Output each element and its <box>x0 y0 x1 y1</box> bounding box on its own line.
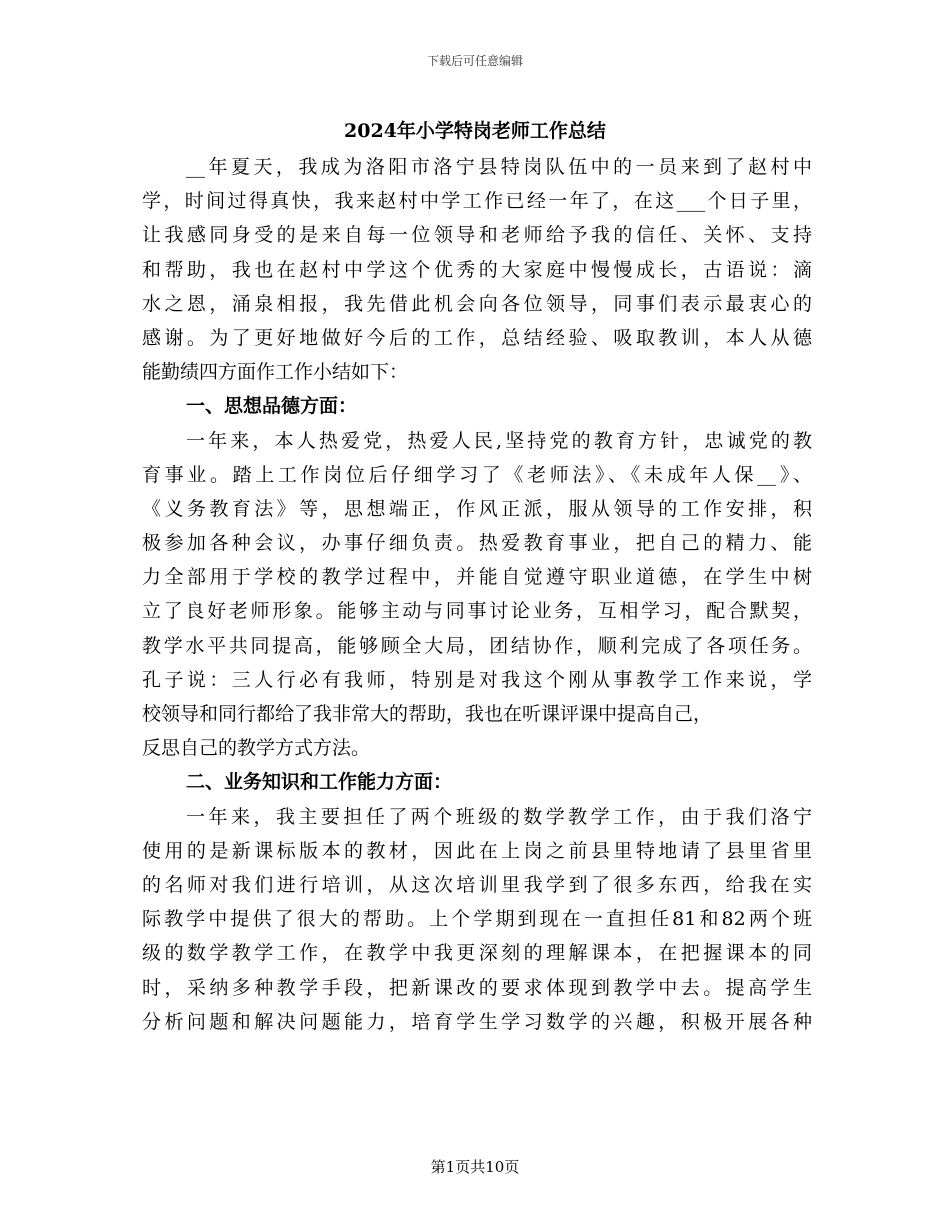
text-line: 的名师对我们进行培训，从这次培训里我学到了很多东西，给我在实 <box>142 873 812 896</box>
text-line: 水之恩，涌泉相报，我先借此机会向各位领导，同事们表示最衷心的 <box>142 292 812 315</box>
text-line: 感谢。为了更好地做好今后的工作，总结经验、吸取教训，本人从德 <box>142 326 812 349</box>
text-line: 教学水平共同提高，能够顾全大局，团结协作，顺利完成了各项任务。 <box>142 634 812 657</box>
text-line: __年夏天，我成为洛阳市洛宁县特岗队伍中的一员来到了赵村中 <box>186 156 812 178</box>
text-line: 《义务教育法》等，思想端正，作风正派，服从领导的工作安排，积 <box>142 497 812 520</box>
section-heading-1: 一、思想品德方面： <box>186 395 358 418</box>
text-line: 分析问题和解决问题能力，培育学生学习数学的兴趣，积极开展各种 <box>142 1010 812 1033</box>
text-line: 一年来，本人热爱党，热爱人民,坚持党的教育方针，忠诚党的教 <box>186 429 812 452</box>
text-line: 孔子说：三人行必有我师，特别是对我这个刚从事教学工作来说，学 <box>142 668 812 691</box>
text-line: 级的数学教学工作，在教学中我更深刻的理解课本，在把握课本的同 <box>142 942 812 965</box>
text-line: 让我感同身受的是来自每一位领导和老师给予我的信任、关怀、支持 <box>142 224 812 247</box>
text-line: 一年来，我主要担任了两个班级的数学教学工作，由于我们洛宁 <box>186 805 812 828</box>
text-line: 立了良好老师形象。能够主动与同事讨论业务，互相学习，配合默契， <box>142 600 812 623</box>
text-line: 时，采纳多种教学手段，把新课改的要求体现到教学中去。提高学生 <box>142 976 812 999</box>
text-line: 育事业。踏上工作岗位后仔细学习了《老师法》、《未成年人保__》、 <box>142 463 812 486</box>
text-line: 使用的是新课标版本的教材，因此在上岗之前县里特地请了县里省里 <box>142 839 812 862</box>
text-line: 校领导和同行都给了我非常大的帮助，我也在听课评课中提高自己， <box>142 703 713 725</box>
section-heading-2: 二、业务知识和工作能力方面： <box>186 771 453 794</box>
text-line: 和帮助，我也在赵村中学这个优秀的大家庭中慢慢成长，古语说：滴 <box>142 258 812 281</box>
page-header: 下载后可任意编辑 <box>426 54 523 68</box>
text-line: 际教学中提供了很大的帮助。上个学期到现在一直担任81和82两个班 <box>142 908 812 931</box>
text-line: 极参加各种会议，办事仔细负责。热爱教育事业，把自己的精力、能 <box>142 532 812 555</box>
document-title: 2024年小学特岗老师工作总结 <box>344 120 606 142</box>
page-footer: 第1页共10页 <box>430 1158 520 1176</box>
text-line: 力全部用于学校的教学过程中，并能自觉遵守职业道德，在学生中树 <box>142 566 812 589</box>
document-body <box>142 150 812 1039</box>
text-line: 反思自己的教学方式方法。 <box>142 737 371 760</box>
text-line: 学，时间过得真快，我来赵村中学工作已经一年了，在这___个日子里， <box>142 190 812 213</box>
text-line: 能勤绩四方面作工作小结如下： <box>142 361 409 384</box>
